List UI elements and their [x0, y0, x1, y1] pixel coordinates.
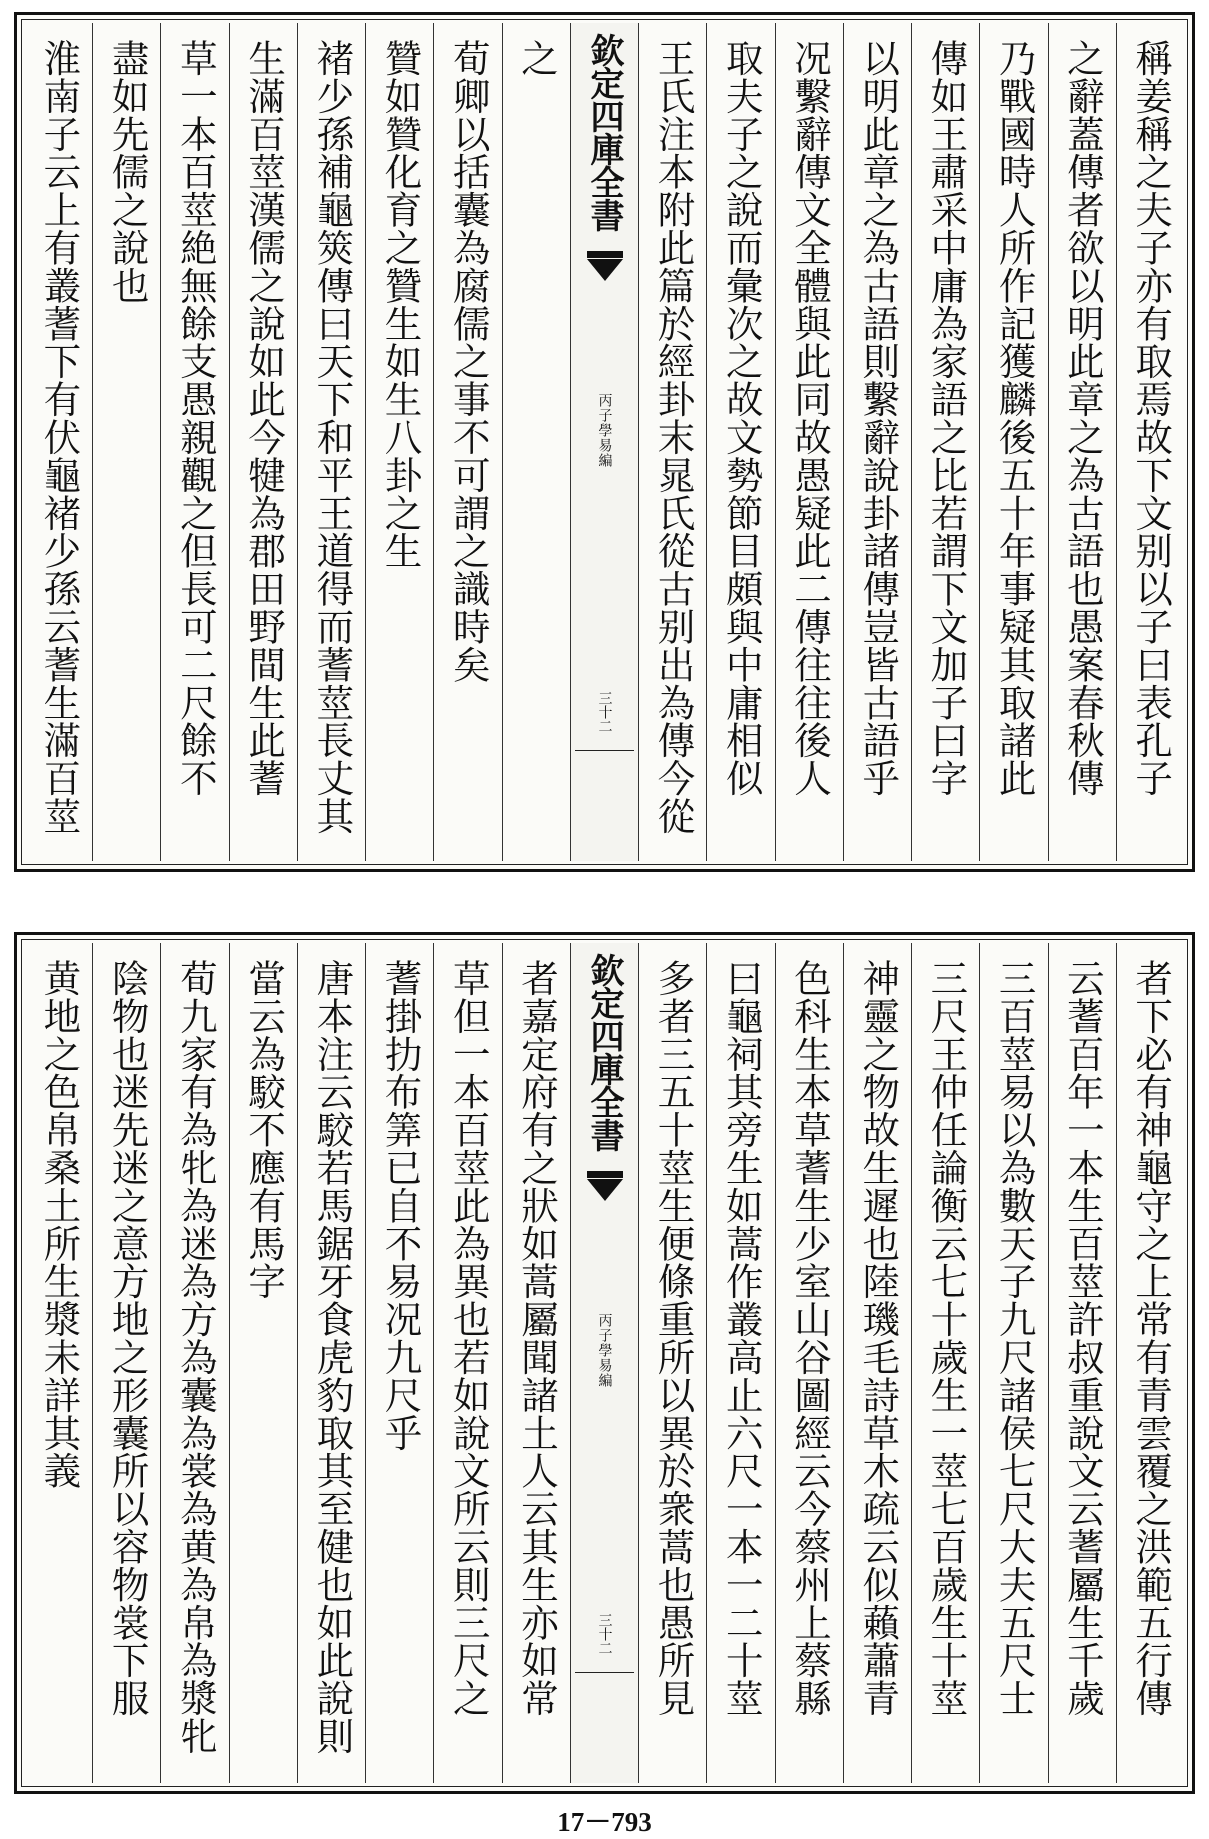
text-column: 曰龜祠其旁生如蒿作叢高止六尺一本一二十莖	[706, 943, 774, 1783]
text-column: 之辭蓋傳者欲以明此章之為古語也愚案春秋傳	[1048, 23, 1116, 861]
fish-tail-ornament-icon	[587, 1179, 623, 1201]
text-column: 以明此章之為古語則繫辭說卦諸傳豈皆古語乎	[843, 23, 911, 861]
page-bottom	[14, 932, 1195, 1794]
folio-rule	[575, 1672, 634, 1673]
text-column: 生滿百莖漢儒之說如此今犍為郡田野間生此蓍	[229, 23, 297, 861]
text-column: 唐本注云駮若馬鋸牙食虎豹取其至健也如此說則	[297, 943, 365, 1783]
text-column: 傳如王肅采中庸為家語之比若謂下文加子曰字	[911, 23, 979, 861]
text-column: 荀九家有為牝為迷為方為囊為裳為黄為帛為漿牝	[160, 943, 228, 1783]
text-column: 淮南子云上有叢蓍下有伏龜褚少孫云蓍生滿百莖	[37, 39, 82, 835]
folio-number: 三十二	[596, 1613, 613, 1655]
text-column: 贊如贊化育之贊生如生八卦之生	[365, 23, 433, 861]
text-column: 者嘉定府有之狀如蒿屬聞諸土人云其生亦如常	[502, 943, 570, 1783]
text-column: 乃戰國時人所作記獲麟後五十年事疑其取諸此	[979, 23, 1047, 861]
folio-rule	[575, 750, 634, 751]
text-column: 盡如先儒之說也	[92, 23, 160, 861]
text-column: 神靈之物故生遲也陸璣毛詩草木疏云似藾蕭青	[843, 943, 911, 1783]
text-column: 草但一本百莖此為異也若如說文所云則三尺之	[433, 943, 501, 1783]
text-column: 荀卿以括囊為腐儒之事不可謂之識時矣	[433, 23, 501, 861]
book-banner: 欽定四庫全書	[584, 953, 624, 1151]
text-column: 三尺王仲任論衡云七十歲生一莖七百歲生十莖	[911, 943, 979, 1783]
text-column: 蓍掛扐布筭已自不易况九尺乎	[365, 943, 433, 1783]
text-column: 黄地之色帛桑土所生漿未詳其義	[37, 959, 82, 1490]
page-number: 17－793	[557, 1807, 652, 1837]
text-columns-top	[25, 23, 1184, 861]
center-fold	[570, 23, 638, 861]
text-column: 多者三五十莖生便條重所以異於衆蒿也愚所見	[638, 943, 706, 1783]
text-column: 三百莖易以為數天子九尺諸侯七尺大夫五尺士	[979, 943, 1047, 1783]
text-column: 取夫子之說而彙次之故文勢節目頗與中庸相似	[706, 23, 774, 861]
fish-tail-ornament-icon	[587, 259, 623, 281]
text-column: 云蓍百年一本生百莖許叔重說文云蓍屬生千歲	[1048, 943, 1116, 1783]
text-columns-bottom	[25, 943, 1184, 1783]
text-column: 者下必有神龜守之上常有青雲覆之洪範五行傳	[1116, 943, 1184, 1783]
leaf-label: 丙子學易編	[596, 1313, 613, 1388]
text-column: 草一本百莖絶無餘支愚親觀之但長可二尺餘不	[160, 23, 228, 861]
text-column: 稱姜稱之夫子亦有取焉故下文别以子曰表孔子	[1116, 23, 1184, 861]
book-banner: 欽定四庫全書	[584, 33, 624, 231]
text-column: 當云為駮不應有馬字	[229, 943, 297, 1783]
text-column: 褚少孫補龜筴傳曰天下和平王道得而蓍莖長丈其	[297, 23, 365, 861]
center-fold	[570, 943, 638, 1783]
leaf-label: 丙子學易編	[596, 393, 613, 468]
text-column: 陰物也迷先迷之意方地之形囊所以容物裳下服	[92, 943, 160, 1783]
page-top	[14, 12, 1195, 872]
text-column: 王氏注本附此篇於經卦末晁氏從古别出為傳今從	[638, 23, 706, 861]
text-column: 况繫辭傳文全體與此同故愚疑此二傳往往後人	[775, 23, 843, 861]
text-column: 之	[502, 23, 570, 861]
text-column: 色科生本草蓍生少室山谷圖經云今蔡州上蔡縣	[775, 943, 843, 1783]
folio-number: 三十二	[596, 691, 613, 733]
